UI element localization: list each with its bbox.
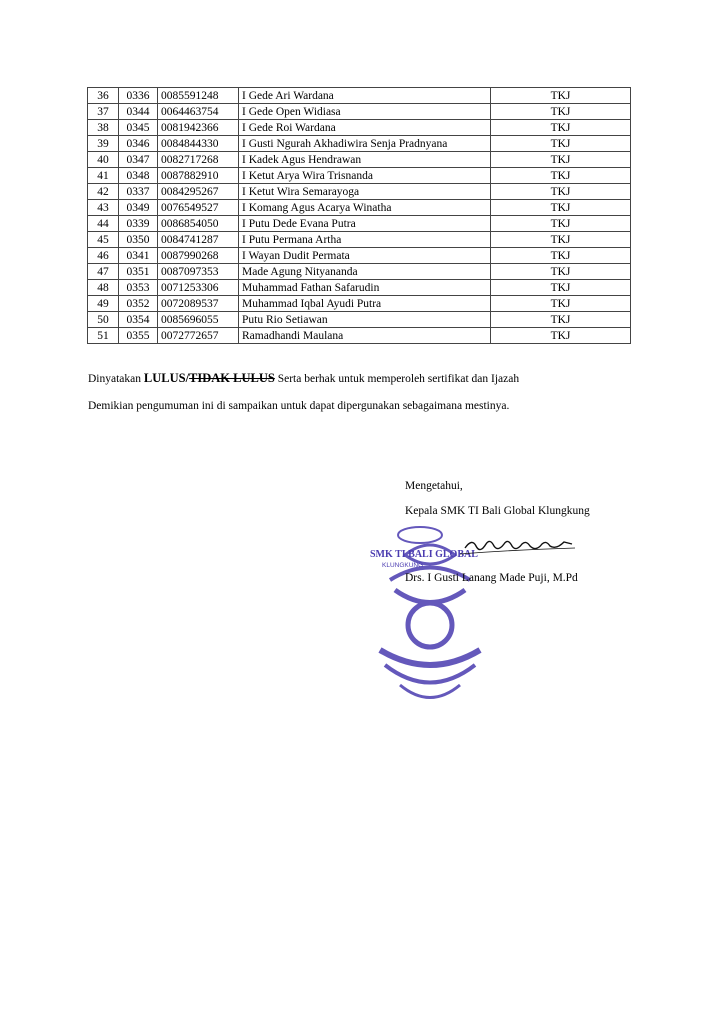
row-number-cell: 47 (88, 264, 119, 280)
table-row (88, 136, 631, 152)
nisn-cell: 0087882910 (158, 168, 239, 184)
row-number-cell: 48 (88, 280, 119, 296)
table-row (88, 184, 631, 200)
nis-cell: 0354 (119, 312, 158, 328)
stamp-line-1: SMK TI BALI GLOBAL (370, 549, 478, 560)
handwritten-signature (460, 530, 580, 560)
nisn-cell: 0084844330 (158, 136, 239, 152)
student-name-cell: I Kadek Agus Hendrawan (239, 152, 491, 168)
nis-cell: 0350 (119, 232, 158, 248)
program-cell: TKJ (491, 216, 631, 232)
row-number-cell: 43 (88, 200, 119, 216)
table-row (88, 104, 631, 120)
acknowledged-label: Mengetahui, (405, 480, 463, 492)
pass-label: LULUS/ (143, 371, 190, 385)
program-cell: TKJ (491, 88, 631, 104)
table-row (88, 248, 631, 264)
signer-position: Kepala SMK TI Bali Global Klungkung (405, 505, 590, 517)
nis-cell: 0336 (119, 88, 158, 104)
row-number-cell: 49 (88, 296, 119, 312)
student-name-cell: I Gede Roi Wardana (239, 120, 491, 136)
nisn-cell: 0085591248 (158, 88, 239, 104)
nisn-cell: 0085696055 (158, 312, 239, 328)
nis-cell: 0339 (119, 216, 158, 232)
row-number-cell: 44 (88, 216, 119, 232)
student-name-cell: I Wayan Dudit Permata (239, 248, 491, 264)
row-number-cell: 50 (88, 312, 119, 328)
row-number-cell: 41 (88, 168, 119, 184)
nis-cell: 0351 (119, 264, 158, 280)
stamp-line-2: KLUNGKUNG (382, 562, 424, 569)
nisn-cell: 0071253306 (158, 280, 239, 296)
table-row (88, 264, 631, 280)
student-results-table (87, 87, 631, 344)
nis-cell: 0337 (119, 184, 158, 200)
program-cell: TKJ (491, 184, 631, 200)
student-name-cell: I Ketut Arya Wira Trisnanda (239, 168, 491, 184)
program-cell: TKJ (491, 104, 631, 120)
graduation-statement (88, 371, 519, 386)
statement-suffix: Serta berhak untuk memperoleh sertifikat dan Ijazah (274, 373, 520, 385)
student-name-cell: Putu Rio Setiawan (239, 312, 491, 328)
nisn-cell: 0084295267 (158, 184, 239, 200)
program-cell: TKJ (491, 296, 631, 312)
student-name-cell: Muhammad Iqbal Ayudi Putra (239, 296, 491, 312)
row-number-cell: 36 (88, 88, 119, 104)
student-name-cell: Muhammad Fathan Safarudin (239, 280, 491, 296)
student-name-cell: I Gede Ari Wardana (239, 88, 491, 104)
program-cell: TKJ (491, 168, 631, 184)
table-row (88, 120, 631, 136)
table-row (88, 216, 631, 232)
program-cell: TKJ (491, 312, 631, 328)
nis-cell: 0353 (119, 280, 158, 296)
table-row (88, 296, 631, 312)
table-row (88, 168, 631, 184)
student-name-cell: Ramadhandi Maulana (239, 328, 491, 344)
table-row (88, 312, 631, 328)
nis-cell: 0347 (119, 152, 158, 168)
row-number-cell: 37 (88, 104, 119, 120)
nis-cell: 0349 (119, 200, 158, 216)
statement-prefix: Dinyatakan (88, 373, 144, 385)
closing-text: Demikian pengumuman ini di sampaikan untuk dapat dipergunakan sebagaimana mestinya. (88, 400, 510, 412)
program-cell: TKJ (491, 152, 631, 168)
student-name-cell: I Putu Dede Evana Putra (239, 216, 491, 232)
nisn-cell: 0072772657 (158, 328, 239, 344)
program-cell: TKJ (491, 264, 631, 280)
nisn-cell: 0081942366 (158, 120, 239, 136)
nisn-cell: 0082717268 (158, 152, 239, 168)
program-cell: TKJ (491, 136, 631, 152)
student-name-cell: I Komang Agus Acarya Winatha (239, 200, 491, 216)
row-number-cell: 40 (88, 152, 119, 168)
row-number-cell: 42 (88, 184, 119, 200)
nis-cell: 0345 (119, 120, 158, 136)
nis-cell: 0352 (119, 296, 158, 312)
nisn-cell: 0064463754 (158, 104, 239, 120)
nisn-cell: 0076549527 (158, 200, 239, 216)
row-number-cell: 38 (88, 120, 119, 136)
nisn-cell: 0087097353 (158, 264, 239, 280)
nis-cell: 0348 (119, 168, 158, 184)
program-cell: TKJ (491, 232, 631, 248)
nisn-cell: 0072089537 (158, 296, 239, 312)
student-name-cell: I Gede Open Widiasa (239, 104, 491, 120)
row-number-cell: 51 (88, 328, 119, 344)
table-row (88, 152, 631, 168)
student-name-cell: Made Agung Nityananda (239, 264, 491, 280)
nis-cell: 0341 (119, 248, 158, 264)
table-body (88, 88, 631, 344)
nis-cell: 0355 (119, 328, 158, 344)
row-number-cell: 45 (88, 232, 119, 248)
table-row (88, 88, 631, 104)
table-row (88, 232, 631, 248)
program-cell: TKJ (491, 328, 631, 344)
program-cell: TKJ (491, 200, 631, 216)
nisn-cell: 0084741287 (158, 232, 239, 248)
nis-cell: 0344 (119, 104, 158, 120)
row-number-cell: 39 (88, 136, 119, 152)
table-row (88, 280, 631, 296)
row-number-cell: 46 (88, 248, 119, 264)
student-name-cell: I Ketut Wira Semarayoga (239, 184, 491, 200)
program-cell: TKJ (491, 248, 631, 264)
fail-label-struck: TIDAK LULUS (189, 371, 275, 385)
student-name-cell: I Putu Permana Artha (239, 232, 491, 248)
student-name-cell: I Gusti Ngurah Akhadiwira Senja Pradnyana (239, 136, 491, 152)
signer-name: Drs. I Gusti Lanang Made Puji, M.Pd (405, 572, 578, 584)
nisn-cell: 0087990268 (158, 248, 239, 264)
program-cell: TKJ (491, 280, 631, 296)
nis-cell: 0346 (119, 136, 158, 152)
table-row (88, 200, 631, 216)
program-cell: TKJ (491, 120, 631, 136)
table-row (88, 328, 631, 344)
nisn-cell: 0086854050 (158, 216, 239, 232)
